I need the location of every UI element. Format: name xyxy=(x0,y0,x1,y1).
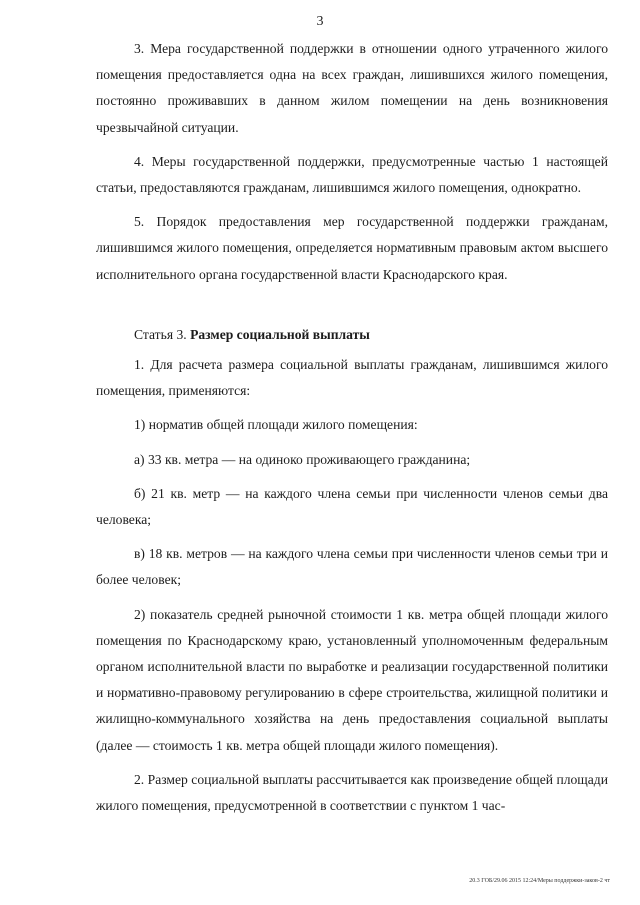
document-body xyxy=(96,36,608,819)
article-prefix: Статья 3. xyxy=(134,326,191,342)
article-title: Размер социальной выплаты xyxy=(190,326,370,342)
article-item: 2. Размер социальной выплаты рассчитывается как произведение общей площади жилого помещения, предусмотренной в соответствии с пунктом 1 час- xyxy=(96,771,608,814)
article-item: а) 33 кв. метра — на одиноко проживающего гражданина; xyxy=(134,451,471,467)
article-item: в) 18 кв. метров — на каждого члена семьи при численности членов семьи три и более человек; xyxy=(96,546,608,588)
footer-stamp: 20.3 ГОБ/29.06 2015 12:24/Меры поддержки-заков-2 чт xyxy=(469,878,610,884)
article-item: 1. Для расчета размера социальной выплаты гражданам, лишившимся жилого помещения, применяются: xyxy=(96,357,608,399)
paragraph: 5. Порядок предоставления мер государственной поддержки гражданам, лишившимся жилого помещения, определяется нормативным правовым актом высшего исполнительного органа государственной власти Краснодарского края. xyxy=(96,214,608,282)
article-item: 2) показатель средней рыночной стоимости 1 кв. метра общей площади жилого помещения по Краснодарскому краю, установленный уполномоченным федеральным органом исполнительной власти по выработке и реализации государственной политики и нормативно-правовому регулированию в сфере строительства, жилищной политики и жилищно-коммунального хозяйства на день предоставления социальной выплаты (далее — стоимость 1 кв. метра общей площади жилого помещения). xyxy=(96,606,608,753)
article-item: 1) норматив общей площади жилого помещения: xyxy=(134,417,418,433)
paragraph: 4. Меры государственной поддержки, предусмотренные частью 1 настоящей статьи, предоставляются гражданам, лишившимся жилого помещения, однократно. xyxy=(96,153,608,196)
article-item: б) 21 кв. метр — на каждого члена семьи при численности членов семьи два человека; xyxy=(96,485,608,528)
article-heading xyxy=(96,322,608,348)
page-number: 3 xyxy=(316,14,324,29)
paragraph: 3. Мера государственной поддержки в отношении одного утраченного жилого помещения предоставляется одна на всех граждан, лишившихся жилого помещения, постоянно проживавших в данном жилом помещении на день возникновения чрезвычайной ситуации. xyxy=(96,41,608,135)
